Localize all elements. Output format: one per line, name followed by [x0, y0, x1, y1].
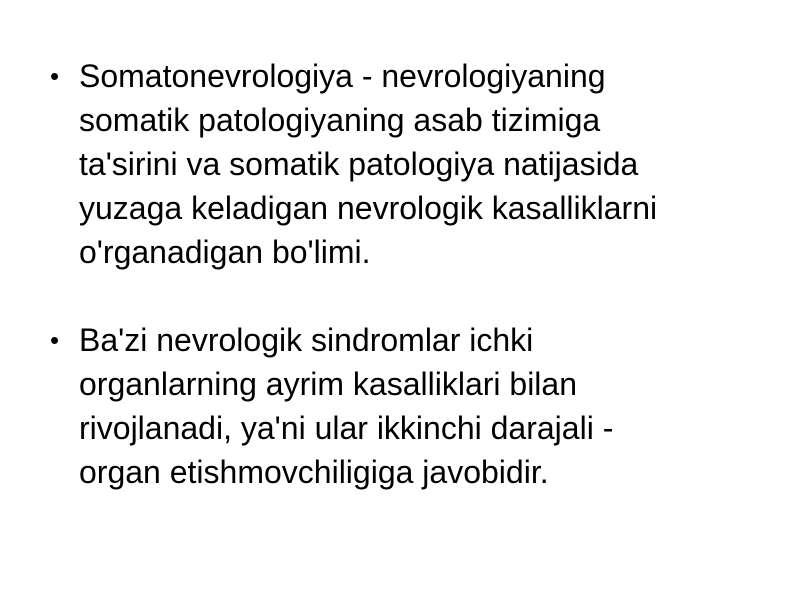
bullet-text-line: organlarning ayrim kasalliklari bilan: [79, 366, 577, 402]
bullet-list: [50, 54, 750, 494]
bullet-item: [50, 318, 750, 494]
bullet-text-line: organ etishmovchiligiga javobidir.: [79, 454, 549, 490]
bullet-marker: •: [50, 61, 60, 91]
bullet-text-line: somatik patologiyaning asab tizimiga: [79, 102, 601, 138]
bullet-text-line: rivojlanadi, ya'ni ular ikkinchi darajali -: [79, 410, 614, 446]
bullet-text-line: Somatonevrologiya - nevrologiyaning: [79, 58, 606, 94]
bullet-text-line: yuzaga keladigan nevrologik kasalliklarni: [79, 190, 658, 226]
bullet-text-line: ta'sirini va somatik patologiya natijasida: [79, 146, 639, 182]
bullet-item: [50, 54, 750, 274]
bullet-text-line: Ba'zi nevrologik sindromlar ichki: [79, 322, 534, 358]
bullet-marker: •: [50, 325, 60, 355]
bullet-text-line: o'rganadigan bo'limi.: [79, 234, 371, 270]
